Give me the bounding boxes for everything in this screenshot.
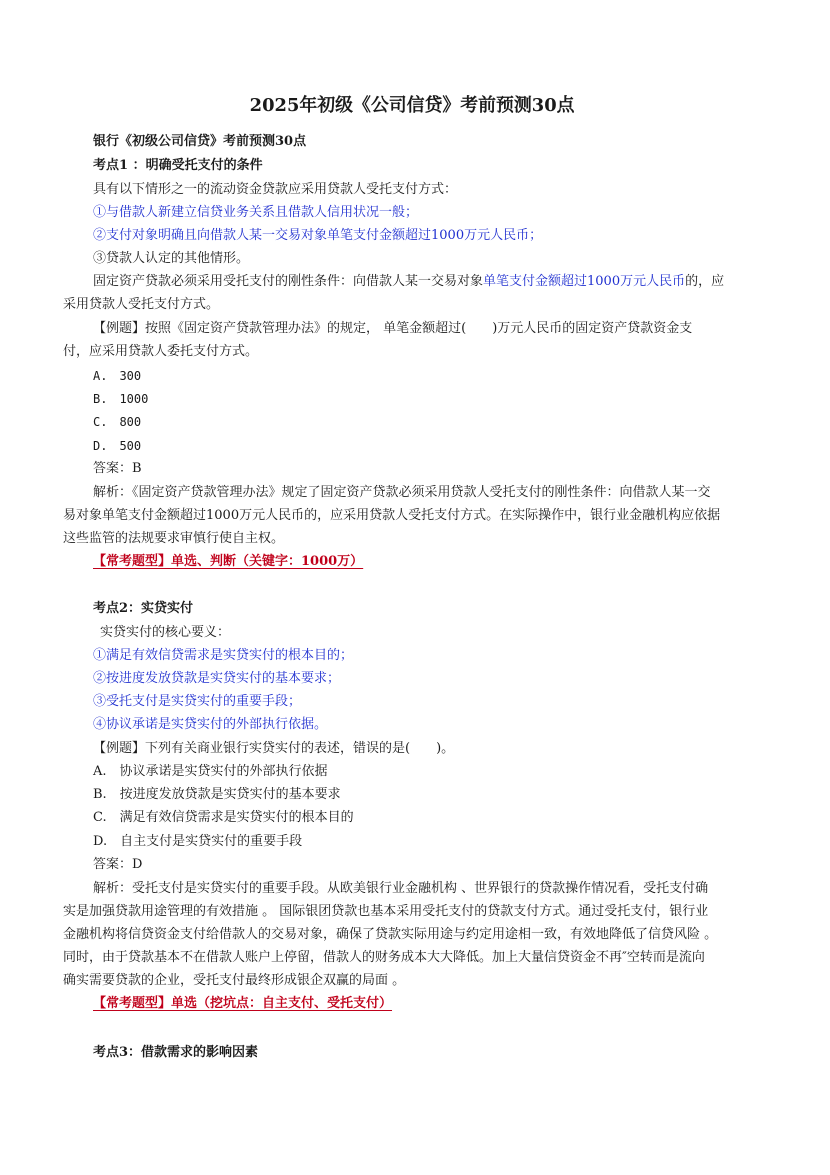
kp2-option-c: C. 满足有效信贷需求是实贷实付的根本目的 (93, 810, 354, 825)
kp2-point-1: ①满足有效信贷需求是实贷实付的根本目的； (93, 648, 354, 663)
document-subtitle: 银行《初级公司信贷》考前预测30点 (93, 134, 307, 149)
kp1-rigid-highlight: 单笔支付金额超过1000万元人民币 (483, 274, 686, 289)
kp1-example-question: 【例题】按照《固定资产贷款管理办法》的规定， 单笔金额超过( )万元人民币的固定资产贷款资金支 (93, 321, 693, 336)
kp2-question-type-tag: 【常考题型】单选（挖坑点：自主支付、受托支付） (93, 996, 393, 1011)
kp1-option-a: A. 300 (93, 369, 142, 383)
kp1-answer: 答案：B (93, 461, 142, 476)
document-title: 2025年初级《公司信贷》考前预测30点 (249, 95, 575, 116)
kp2-explanation-line-1: 解析：受托支付是实贷实付的重要手段。从欧美银行业金融机构 、世界银行的贷款操作情况看，受托支付确 (93, 881, 709, 896)
kp1-condition-3: ③贷款人认定的其他情形。 (93, 251, 250, 266)
kp2-intro: 实贷实付的核心要义： (100, 625, 231, 640)
kp2-option-d: D. 自主支付是实贷实付的重要手段 (93, 834, 303, 849)
kp1-rigid-text-a: 固定资产贷款必须采用受托支付的刚性条件：向借款人某一交易对象 (93, 274, 484, 289)
kp1-option-c: C. 800 (93, 415, 142, 429)
kp2-explanation-line-3: 金融机构将信贷资金支付给借款人的交易对象，确保了贷款实际用途与约定用途相一致，有效地降低了信贷风险 。 (63, 927, 718, 942)
section-heading-kp2: 考点2：实贷实付 (93, 601, 194, 616)
kp1-explanation-line-3: 这些监管的法规要求审慎行使自主权。 (63, 531, 285, 546)
kp1-rigid-text-c: 的，应 (685, 274, 725, 289)
section-heading-kp3: 考点3：借款需求的影响因素 (93, 1045, 259, 1060)
kp1-explanation-line-2: 易对象单笔支付金额超过1000万元人民币的，应采用贷款人受托支付方式。在实际操作中，银行业金融机构应依据 (63, 508, 721, 523)
kp1-intro: 具有以下情形之一的流动资金贷款应采用贷款人受托支付方式： (93, 182, 458, 197)
kp1-condition-2: ②支付对象明确且向借款人某一交易对象单笔支付金额超过1000万元人民币； (93, 228, 543, 243)
kp1-explanation-line-1: 解析：《固定资产贷款管理办法》规定了固定资产贷款必须采用贷款人受托支付的刚性条件：向借款人某一交 (93, 485, 711, 500)
kp1-rigid-condition-cont: 采用贷款人受托支付方式。 (63, 297, 220, 312)
kp2-option-a: A. 协议承诺是实贷实付的外部执行依据 (93, 764, 328, 779)
kp2-explanation-line-2: 实是加强贷款用途管理的有效措施 。 国际银团贷款也基本采用受托支付的贷款支付方式。通过受托支付，银行业 (63, 904, 709, 919)
kp1-rigid-condition (93, 273, 724, 291)
kp2-explanation-line-4: 同时，由于贷款基本不在借款人账户上停留，借款人的财务成本大大降低。加上大量信贷资金不再″空转而是流向 (63, 950, 705, 965)
kp1-condition-1: ①与借款人新建立信贷业务关系且借款人信用状况一般； (93, 205, 419, 220)
kp2-answer: 答案：D (93, 857, 143, 872)
section-heading-kp1: 考点1 ：明确受托支付的条件 (93, 158, 263, 173)
kp2-point-3: ③受托支付是实贷实付的重要手段； (93, 694, 302, 709)
kp1-option-d: D. 500 (93, 439, 142, 453)
kp2-example-question: 【例题】下列有关商业银行实贷实付的表述，错误的是( )。 (93, 741, 455, 756)
kp2-point-2: ②按进度发放贷款是实贷实付的基本要求； (93, 671, 341, 686)
kp1-example-question-cont: 付，应采用贷款人委托支付方式。 (63, 344, 259, 359)
kp1-question-type-tag: 【常考题型】单选、判断（关键字：1000万） (93, 554, 364, 569)
kp2-point-4: ④协议承诺是实贷实付的外部执行依据。 (93, 717, 328, 732)
kp2-option-b: B. 按进度发放贷款是实贷实付的基本要求 (93, 787, 341, 802)
kp2-explanation-line-5: 确实需要贷款的企业，受托支付最终形成银企双赢的局面 。 (63, 973, 406, 988)
kp1-option-b: B. 1000 (93, 392, 149, 406)
